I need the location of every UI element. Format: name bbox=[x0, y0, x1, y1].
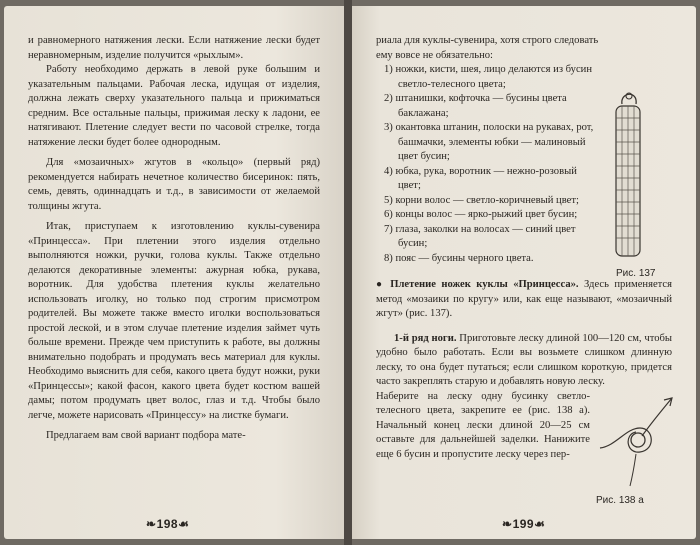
page-ornament-icon: ❧ bbox=[146, 517, 157, 531]
left-paragraph-2: Работу необходимо держать в левой руке большим и указательным пальцами. Рабочая леска, идущая от изделия, должна лежать сверху указательного пальца и прижиматься средним. Все остальные пальцы, прижимая леску к ладони, ее натягивают. Плетение следует вести по часовой стрелке, тогда натяжение лески будет более однородным. bbox=[28, 64, 320, 148]
list-item: 1) ножки, кисти, шея, лицо делаются из бусин светло-телесного цвета; bbox=[384, 64, 592, 90]
page-ornament-icon: ❧ bbox=[502, 517, 513, 531]
book-gutter bbox=[344, 0, 352, 545]
section-heading: Плетение ножек куклы «Принцесса». bbox=[390, 279, 579, 290]
list-item: 3) окантовка штанин, полоски на рукавах, рот, башмачки, элементы юбки — малиновый цвет бусин; bbox=[384, 122, 594, 162]
page-number-left bbox=[146, 517, 189, 531]
subsection-heading: 1-й ряд ноги. bbox=[394, 332, 457, 344]
page-ornament-icon: ☙ bbox=[178, 517, 190, 531]
left-paragraph-1: и равномерного натяжения лески. Если натяжение лески будет неравномерным, изделие получится «рыхлым». bbox=[28, 35, 320, 61]
right-page bbox=[352, 6, 696, 539]
left-page-text bbox=[28, 34, 320, 444]
list-item: 5) корни волос — светло-коричневый цвет; bbox=[384, 194, 579, 206]
left-paragraph-3: Для «мозаичных» жгутов в «кольцо» (первый ряд) рекомендуется набирать нечетное количество бисеринок: пять, семь, девять, одиннадцать и т.д., в зависимости от желаемой толщины жгута. bbox=[28, 157, 320, 212]
section-paragraph bbox=[376, 278, 672, 322]
right-intro-line-1: риала для куклы-сувенира, хотя строго следовать bbox=[376, 35, 599, 46]
left-paragraph-5: Предлагаем вам свой вариант подбора мате- bbox=[46, 430, 246, 441]
subsection-paragraph bbox=[376, 332, 672, 390]
figure-138a-caption: Рис. 138 а bbox=[596, 495, 644, 506]
right-intro-line-2: ему вовсе не обязательно: bbox=[376, 49, 493, 61]
list-item: 2) штанишки, кофточка — бусины цвета баклажана; bbox=[384, 93, 567, 119]
list-item: 4) юбка, рука, воротник — нежно-розовый цвет; bbox=[384, 165, 577, 191]
bullet-icon: ● bbox=[376, 279, 385, 290]
page-ornament-icon: ☙ bbox=[534, 517, 546, 531]
left-paragraph-4: Итак, приступаем к изготовлению куклы-сувенира «Принцесса». При плетении этого изделия отдельно выполняются ножки, ручки, голова куклы. Также отдельно делаются декоративные элементы: ажурная юбка, рукава, воротник. Для удобства плетения куклы желательно использовать иголку, но только под строгим присмотром родителей. Вы можете также вместо иголки воспользоваться простой леской, и в этом случае плетение изделия займет чуть больше времени. Прежде чем приступить к работе, вы должны внимательно подобрать и продумать весь материал для куклы. Необходимо выяснить для себя, какого цвета будут ножки, руки «Принцессы»; какой фасон, какого цвета будет костюм вашей дамы; потом продумать цвет волос, глаз и т.д. Чтобы было легче, можете нарисовать «Принцессу» на листке бумаги. bbox=[28, 221, 320, 421]
list-item: 6) концы волос — ярко-рыжий цвет бусин; bbox=[384, 209, 578, 220]
left-page bbox=[4, 6, 344, 539]
page-number-right-value: 199 bbox=[512, 517, 535, 531]
figure-137-caption: Рис. 137 bbox=[616, 268, 656, 279]
page-number-left-value: 198 bbox=[156, 517, 179, 531]
page-number-right bbox=[502, 517, 545, 531]
bead-knot-figure-icon bbox=[596, 388, 676, 488]
beaded-tube-figure-icon bbox=[600, 90, 660, 266]
subsection-paragraph-narrow: Наберите на леску одну бусинку светло-телесного цвета, закрепите ее (рис. 138 а). Начальный конец лески длиной 20—25 см оставьте для дальнейшей заделки. Нанижите еще 6 бусин и пропустите леску через пер- bbox=[376, 390, 590, 460]
subsection-text: Приготовьте леску длиной 100—120 см, чтобы удобно было работать. Если вы возьмете слишком длинную леску, то она будет путаться; если слишком короткую, придется часто закреплять старую и добавлять новую леску. bbox=[376, 332, 672, 387]
list-item: 7) глаза, заколки на волосах — синий цвет бусин; bbox=[384, 223, 576, 249]
section-text: Здесь применяется метод «мозаики по кругу» или, как еще называют, «мозаичный жгут» (рис. 137). bbox=[376, 279, 672, 319]
list-item: 8) пояс — бусины черного цвета. bbox=[384, 252, 534, 264]
material-list bbox=[376, 63, 594, 266]
